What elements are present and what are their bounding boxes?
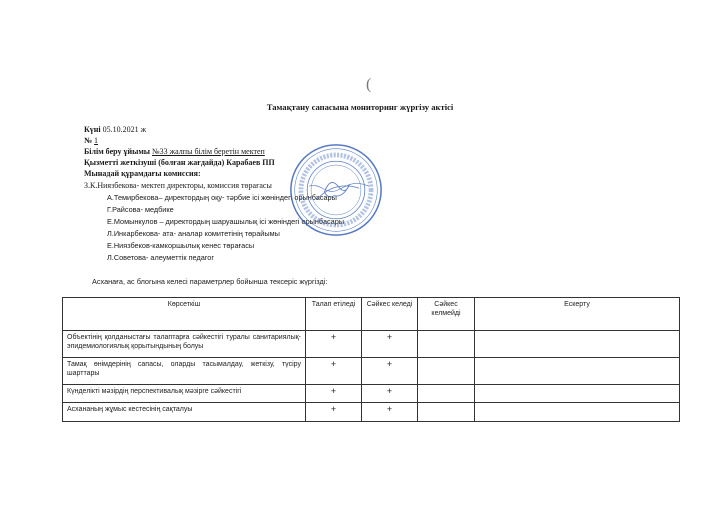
- header-note: Ескерту: [475, 298, 680, 331]
- row-required: +: [306, 403, 362, 422]
- date-label: Күні: [84, 125, 101, 134]
- row-note: [475, 358, 680, 385]
- inspection-intro: Асханаға, ас блогына келесі параметрлер бойынша тексеріс жүргізді:: [92, 277, 328, 286]
- header-noncompliant: Сәйкес келмейді: [418, 298, 475, 331]
- commission-member: Л.Инкарбекова- ата- аналар комитетінің төрайымы: [107, 229, 280, 238]
- header-required: Талап етіледі: [306, 298, 362, 331]
- table-row: [63, 358, 680, 385]
- row-compliant: +: [362, 385, 418, 403]
- row-indicator: Асхананың жұмыс кестесінің сақталуы: [63, 403, 306, 422]
- date-value: 05.10.2021 ж: [102, 125, 147, 134]
- organization-label: Білім беру ұйымы: [84, 147, 151, 156]
- provider-line: [84, 158, 275, 168]
- number-label: №: [84, 136, 93, 145]
- commission-member: Е.Ниязбеков-камкоршылық кенес төрағасы: [107, 241, 255, 250]
- commission-member: Г.Райсова- медбике: [107, 205, 174, 214]
- row-indicator: Күнделікті мәзірдің перспективалық мәзірге сәйкестігі: [63, 385, 306, 403]
- inspection-table: [62, 297, 680, 422]
- pen-mark: (: [366, 76, 372, 93]
- row-compliant: +: [362, 331, 418, 358]
- commission-member: А.Темирбекова– директордың оқу- тәрбие ісі жөніндегі орынбасары: [107, 193, 337, 202]
- table-row: [63, 385, 680, 403]
- row-required: +: [306, 385, 362, 403]
- table-row: [63, 331, 680, 358]
- row-compliant: +: [362, 403, 418, 422]
- row-noncompliant: [418, 403, 475, 422]
- number-value: 1: [94, 136, 99, 145]
- row-note: [475, 385, 680, 403]
- commission-member: З.К.Ниязбекова- мектеп директоры, комиссия төрағасы: [84, 181, 272, 190]
- row-required: +: [306, 358, 362, 385]
- organization-line: [84, 147, 265, 157]
- row-note: [475, 403, 680, 422]
- provider-value: Карабаев ПП: [226, 158, 275, 167]
- commission-member: Л.Советова- алеуметтік педагог: [107, 253, 214, 262]
- date-line: [84, 125, 146, 135]
- row-note: [475, 331, 680, 358]
- commission-label: Мынадай құрамдағы комиссия:: [84, 169, 201, 178]
- table-row: [63, 403, 680, 422]
- table-header-row: [63, 298, 680, 331]
- number-line: [84, 136, 98, 146]
- row-noncompliant: [418, 385, 475, 403]
- official-stamp: [288, 142, 384, 238]
- row-required: +: [306, 331, 362, 358]
- row-noncompliant: [418, 358, 475, 385]
- document-title: Тамақтану сапасына мониторинг жүргізу актісі: [266, 102, 454, 112]
- commission-member: Е.Момынкулов – директордың шаруашылық ісі жөніндегі орынбасары: [107, 217, 345, 226]
- header-compliant: Сәйкес келеді: [362, 298, 418, 331]
- organization-value: №33 жалпы білім беретін мектеп: [152, 147, 265, 156]
- row-compliant: +: [362, 358, 418, 385]
- row-indicator: Объектінің қолданыстағы талаптарға сәйкестігі туралы санитариялық-эпидемиологиялық қорытындының болуы: [63, 331, 306, 358]
- row-indicator: Тамақ өнімдерінің сапасы, оларды тасымалдау, жеткізу, түсіру шарттары: [63, 358, 306, 385]
- provider-label: Қызметті жеткізуші (болған жағдайда): [84, 158, 225, 167]
- header-indicator: Көрсеткіш: [63, 298, 306, 331]
- row-noncompliant: [418, 331, 475, 358]
